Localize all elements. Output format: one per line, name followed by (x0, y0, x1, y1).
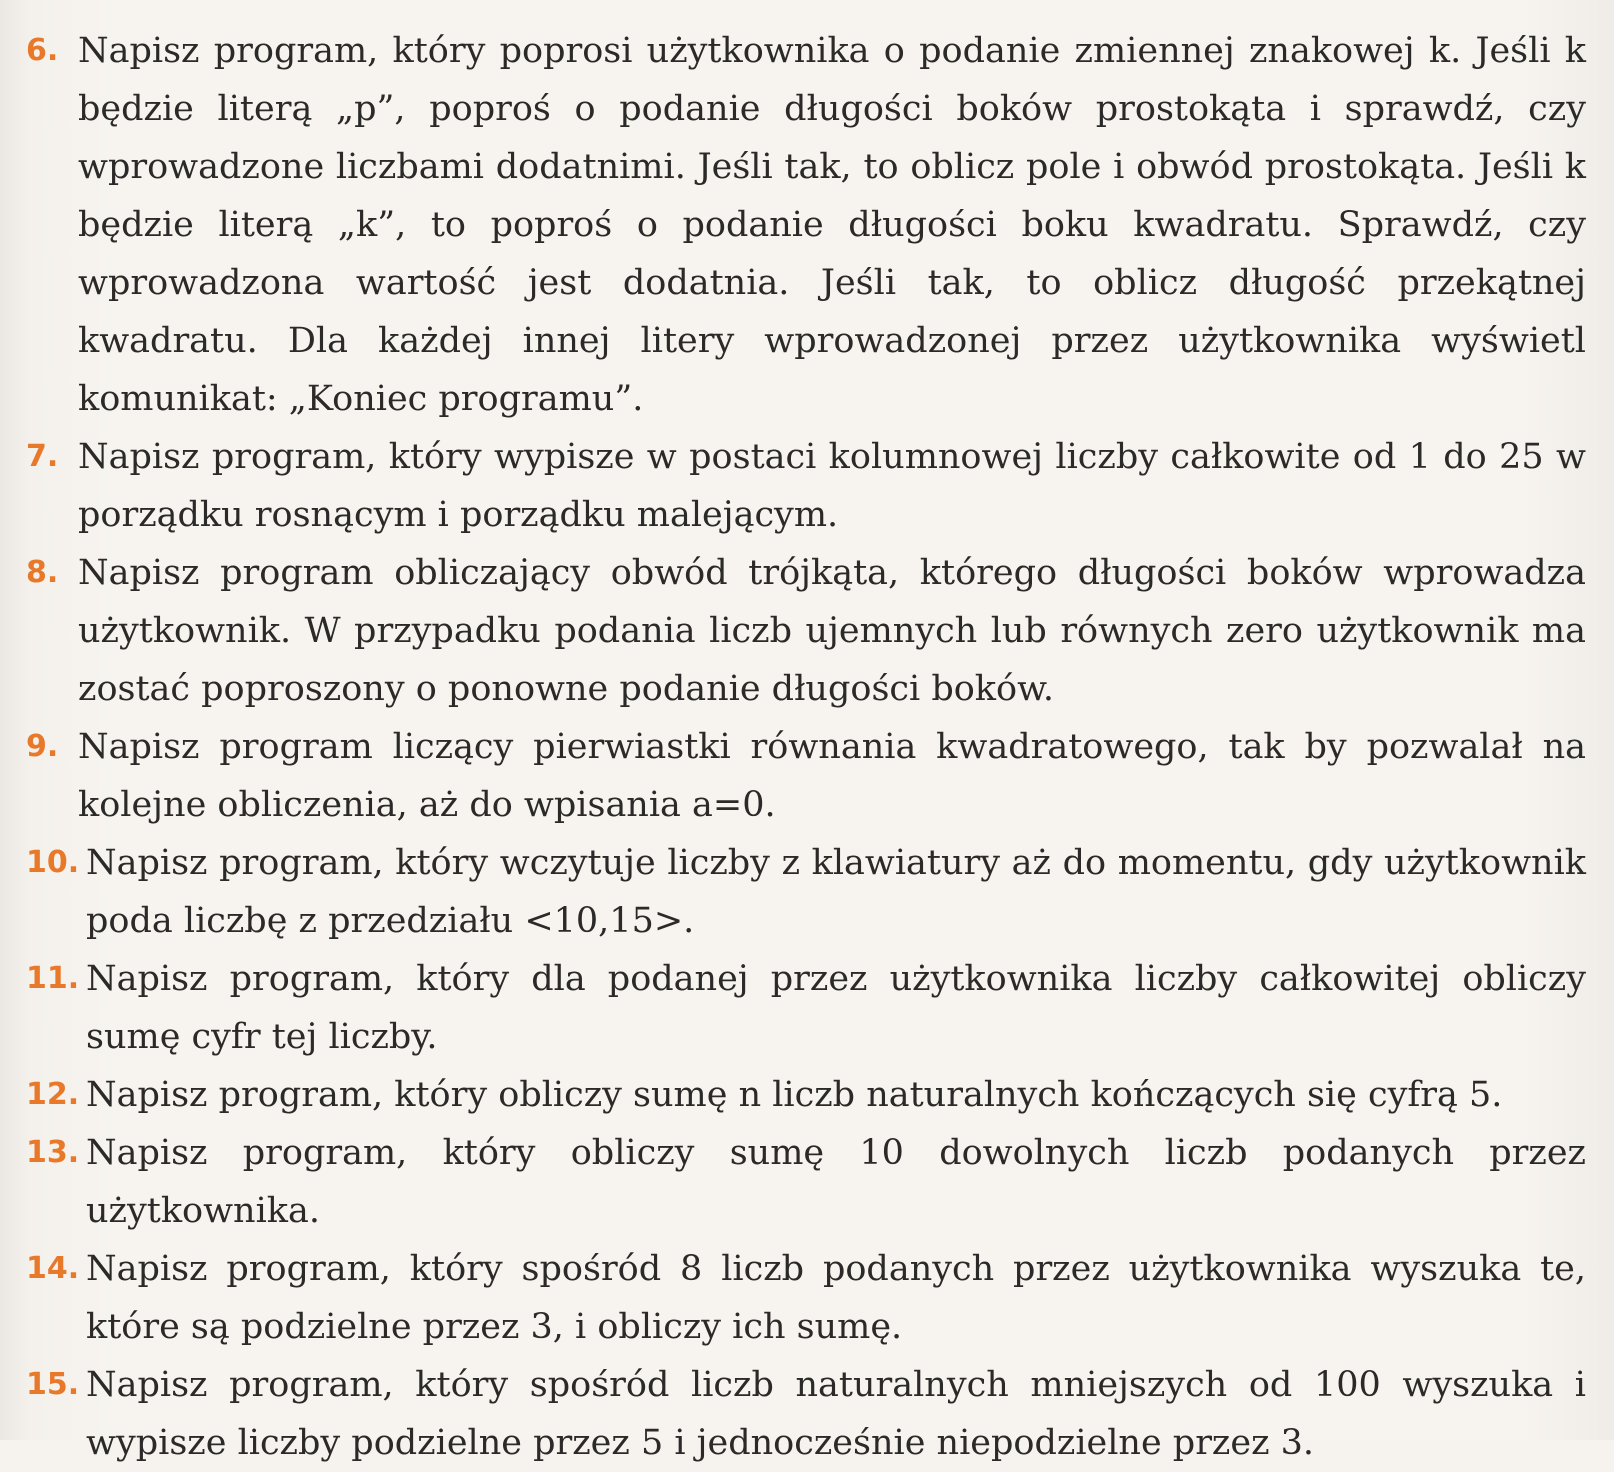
exercise-item (26, 1356, 1586, 1472)
exercise-list (26, 22, 1586, 1472)
exercise-number: 9. (26, 729, 59, 764)
exercise-item (26, 950, 1586, 1066)
exercise-number: 14. (26, 1251, 80, 1286)
exercise-item (26, 1124, 1586, 1240)
exercise-text: Napisz program obliczający obwód trójkąta, którego długości boków wprowadza użytkownik. W przypadku podania liczb ujemnych lub równych zero użytkownik ma zostać poproszony o ponowne podanie długości boków. (78, 553, 1586, 709)
exercise-number: 7. (26, 439, 59, 474)
exercise-item (26, 22, 1586, 428)
exercise-number: 12. (26, 1077, 80, 1112)
exercise-text: Napisz program, który obliczy sumę n liczb naturalnych kończących się cyfrą 5. (86, 1075, 1503, 1115)
exercise-number: 10. (26, 845, 80, 880)
exercise-text: Napisz program, który poprosi użytkownika o podanie zmiennej znakowej k. Jeśli k będzie literą „p”, poproś o podanie długości boków prostokąta i sprawdź, czy wprowadzone liczbami dodatnimi. Jeśli tak, to oblicz pole i obwód prostokąta. Jeśli k będzie literą „k”, to poproś o podanie długości boku kwadratu. Sprawdź, czy wprowadzona wartość jest dodatnia. Jeśli tak, to oblicz długość przekątnej kwadratu. Dla każdej innej litery wprowadzonej przez użytkownika wyświetl komunikat: „Koniec programu”. (78, 31, 1586, 419)
exercise-number: 15. (26, 1367, 80, 1402)
exercise-text: Napisz program, który wypisze w postaci kolumnowej liczby całkowite od 1 do 25 w porządku rosnącym i porządku malejącym. (78, 437, 1586, 535)
exercise-number: 11. (26, 961, 80, 996)
exercise-text: Napisz program, który dla podanej przez użytkownika liczby całkowitej obliczy sumę cyfr tej liczby. (86, 959, 1586, 1057)
exercise-number: 8. (26, 555, 59, 590)
exercise-text: Napisz program, który wczytuje liczby z klawiatury aż do momentu, gdy użytkownik poda liczbę z przedziału <10,15>. (86, 843, 1586, 941)
exercise-text: Napisz program, który spośród liczb naturalnych mniejszych od 100 wyszuka i wypisze liczby podzielne przez 5 i jednocześnie niepodzielne przez 3. (86, 1365, 1586, 1463)
exercise-number: 13. (26, 1135, 80, 1170)
exercise-text: Napisz program, który spośród 8 liczb podanych przez użytkownika wyszuka te, które są podzielne przez 3, i obliczy ich sumę. (86, 1249, 1586, 1347)
exercise-item (26, 428, 1586, 544)
exercise-item (26, 544, 1586, 718)
exercise-number: 6. (26, 33, 59, 68)
exercise-item (26, 1066, 1586, 1124)
exercise-item (26, 834, 1586, 950)
exercise-text: Napisz program liczący pierwiastki równania kwadratowego, tak by pozwalał na kolejne obliczenia, aż do wpisania a=0. (78, 727, 1586, 825)
exercise-text: Napisz program, który obliczy sumę 10 dowolnych liczb podanych przez użytkownika. (86, 1133, 1586, 1231)
exercise-item (26, 718, 1586, 834)
exercise-item (26, 1240, 1586, 1356)
